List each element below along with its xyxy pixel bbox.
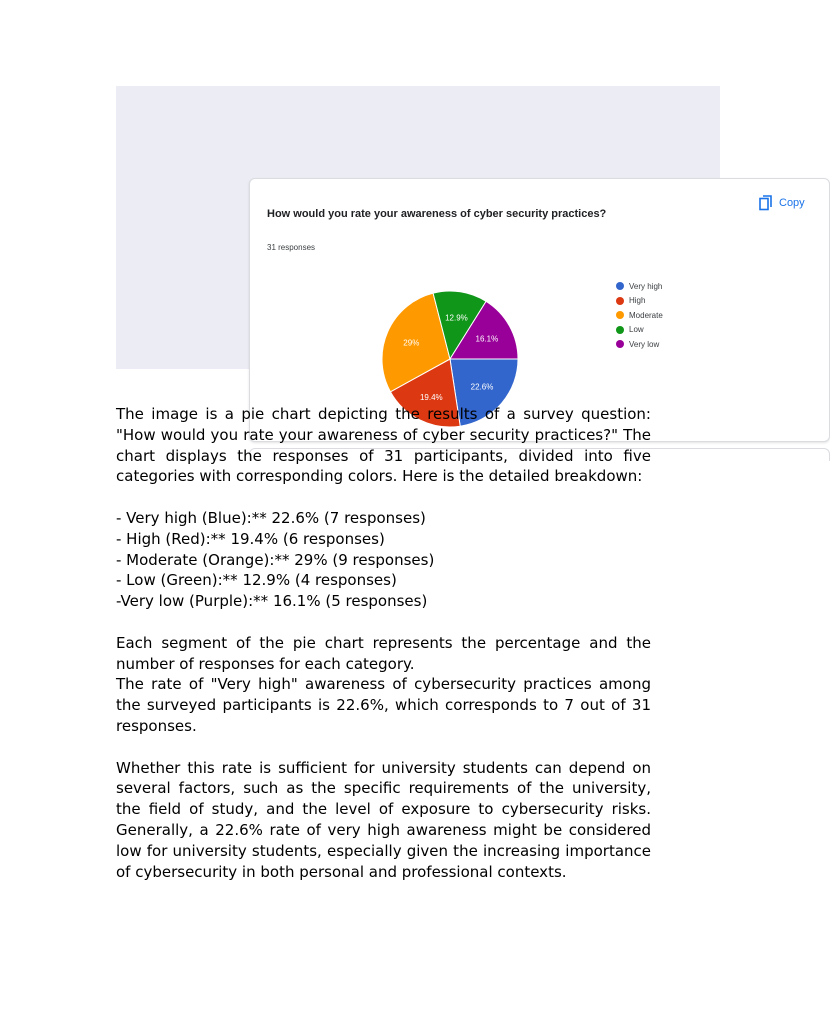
description-text — [116, 404, 651, 882]
legend-swatch — [616, 282, 624, 290]
copy-button[interactable] — [759, 194, 805, 212]
very-high-rate-paragraph: The rate of "Very high" awareness of cybersecurity practices among the surveyed participants is 22.6%, which corresponds to 7 out of 31 responses. — [116, 675, 651, 735]
pie-label-high: 19.4% — [419, 392, 443, 402]
legend-item-very-high: Very high — [616, 279, 663, 294]
breakdown-item: - Very high (Blue):** 22.6% (7 responses) — [116, 508, 426, 527]
response-count: 31 responses — [267, 243, 316, 252]
breakdown-item: - Low (Green):** 12.9% (4 responses) — [116, 571, 397, 590]
intro-paragraph: The image is a pie chart depicting the results of a survey question: "How would you rate your awareness of cyber security practices?" The chart displays the responses of 31 participants, divided into five categories with corresponding colors. Here is the detailed breakdown: — [116, 405, 651, 486]
chart-legend — [616, 279, 663, 352]
pie-label-moderate: 29% — [403, 338, 420, 348]
survey-result-card — [249, 178, 830, 442]
conclusion-paragraph: Whether this rate is sufficient for university students can depend on several factors, such as the specific requirements of the university, the field of study, and the level of exposure to cybersecurity risks. Generally, a 22.6% rate of very high awareness might be considered low for university students, especially given the increasing importance of cybersecurity in both personal and professional contexts. — [116, 758, 651, 881]
segment-explanation: Each segment of the pie chart represents the percentage and the number of responses for each category. — [116, 633, 651, 673]
breakdown-item: - Moderate (Orange):** 29% (9 responses) — [116, 550, 435, 569]
legend-item-moderate: Moderate — [616, 308, 663, 323]
legend-item-high: High — [616, 294, 663, 309]
question-title: How would you rate your awareness of cyber security practices? — [267, 208, 607, 220]
legend-item-very-low: Very low — [616, 337, 663, 352]
copy-label: Copy — [779, 197, 805, 209]
breakdown-item: -Very low (Purple):** 16.1% (5 responses) — [116, 592, 428, 611]
breakdown-item: - High (Red):** 19.4% (6 responses) — [116, 529, 385, 548]
legend-swatch — [616, 340, 624, 348]
pie-label-very-low: 16.1% — [475, 334, 499, 344]
pie-label-very-high: 22.6% — [470, 382, 494, 392]
legend-swatch — [616, 297, 624, 305]
chart-screenshot — [116, 86, 805, 402]
copy-icon — [759, 195, 773, 211]
legend-item-low: Low — [616, 323, 663, 338]
legend-swatch — [616, 326, 624, 334]
legend-swatch — [616, 311, 624, 319]
pie-label-low: 12.9% — [445, 313, 468, 323]
